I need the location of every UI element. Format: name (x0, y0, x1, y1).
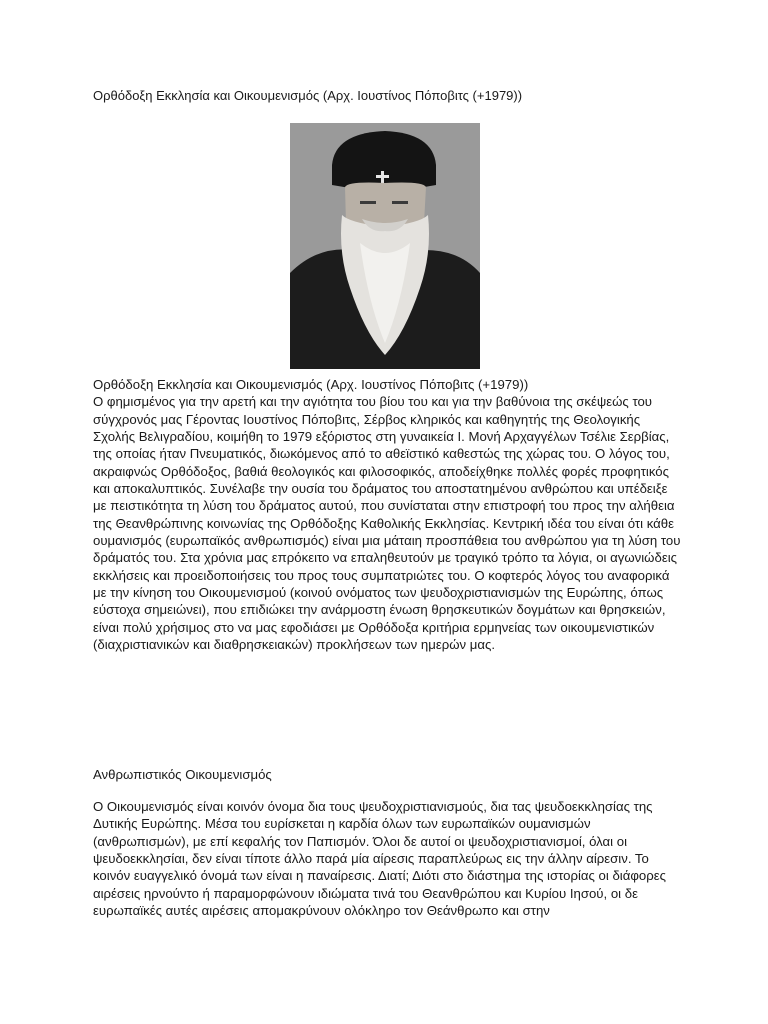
section-paragraph: Ο Οικουμενισμός είναι κοινόν όνομα δια τους ψευδοχριστιανισμούς, δια τας ψευδοεκκλησίας της Δυτικής Ευρώπης. Μέσα του ευρίσκεται η καρδία όλων των ευρωπαϊκών ουμανισμών (ανθρωπισμών), με επί κεφαλής τον Παπισμόν. Όλοι δε αυτοί οι ψευδοχριστιανισμοί, όλαι οι ψευδοεκκλησίαι, δεν είναι τίποτε άλλο παρά μία αίρεσις παραπλεύρως εις την άλλην αίρεσιν. Το κοινόν ευαγγελικό όνομά των είναι η παναίρεσις. Διατί; Διότι στο διάστημα της ιστορίας οι διάφορες αιρέσεις ηρνούντο ή παραμορφώνουν ιδιώματα τινά του Θεανθρώπου και Κυρίου Ιησού, οι δε ευρωπαϊκές αυτές αιρέσεις απομακρύνουν ολόκληρο τον Θεάνθρωπο και στην (93, 799, 666, 919)
section-heading: Ανθρωπιστικός Οικουμενισμός (93, 767, 272, 782)
intro-paragraph: Ο φημισμένος για την αρετή και την αγιότητα του βίου του και για την βαθύνοια της σκέψεώς του σύγχρονός μας Γέροντας Ιουστίνος Πόποβιτς, Σέρβος κληρικός και καθηγητής της Θεολογικής Σχολής Βελιγραδίου, κοιμήθη το 1979 εξόριστος στη γυναικεία Ι. Μονή Αρχαγγέλων Τσέλιε Σερβίας, της οποίας ήταν Πνευματικός, διωκόμενος από το αθεϊστικό καθεστώς της χώρας του. Ο λόγος του, ακραιφνώς Ορθόδοξος, βαθιά θεολογικός και φιλοσοφικός, αποδείχθηκε πολλές φορές προφητικός και αποκαλυπτικός. Συνέλαβε την ουσία του δράματος του αποστατημένου ανθρώπου και υπέδειξε με πειστικότητα τη λύση του δράματος αυτού, που συνίσταται στην επιστροφή του προς την αλήθεια της Θεανθρώπινης κοινωνίας της Ορθόδοξης Καθολικής Εκκλησίας. Κεντρική ιδέα του είναι ότι κάθε ουμανισμός (ευρωπαϊκός ανθρωπισμός) είναι μια μάταιη προσπάθεια του ανθρώπου για τη λύση του δράματός του. Στα χρόνια μας επρόκειτο να επαληθευτούν με τραγικό τρόπο τα λόγια, οι αγωνιώδεις εκκλήσεις και προειδοποιήσεις του προς τους συμπατριώτες του. Ο κοφτερός λόγος του αναφορικά με την κίνηση του Οικουμενισμού (κοινού ονόματος των ψευδοχριστιανισμών της Ευρώπης, όπως εύστοχα σημειώνει), που επιδιώκει την ανάρμοστη ένωση θρησκευτικών δογμάτων και θρησκειών, είναι πολύ χρήσιμος στο να μας εφοδιάσει με Ορθόδοξα κριτήρια ερμηνείας των οικουμενιστικών (διαχριστιανικών και διαθρησκειακών) προκλήσεων των ημερών μας. (93, 394, 681, 653)
portrait-image (290, 123, 480, 369)
document-title: Ορθόδοξη Εκκλησία και Οικουμενισμός (Αρχ. Ιουστίνος Πόποβιτς (+1979)) (93, 88, 523, 103)
portrait-photo (290, 123, 480, 369)
caption-title: Ορθόδοξη Εκκλησία και Οικουμενισμός (Αρχ. Ιουστίνος Πόποβιτς (+1979)) (93, 377, 529, 392)
intro-section (93, 376, 683, 654)
